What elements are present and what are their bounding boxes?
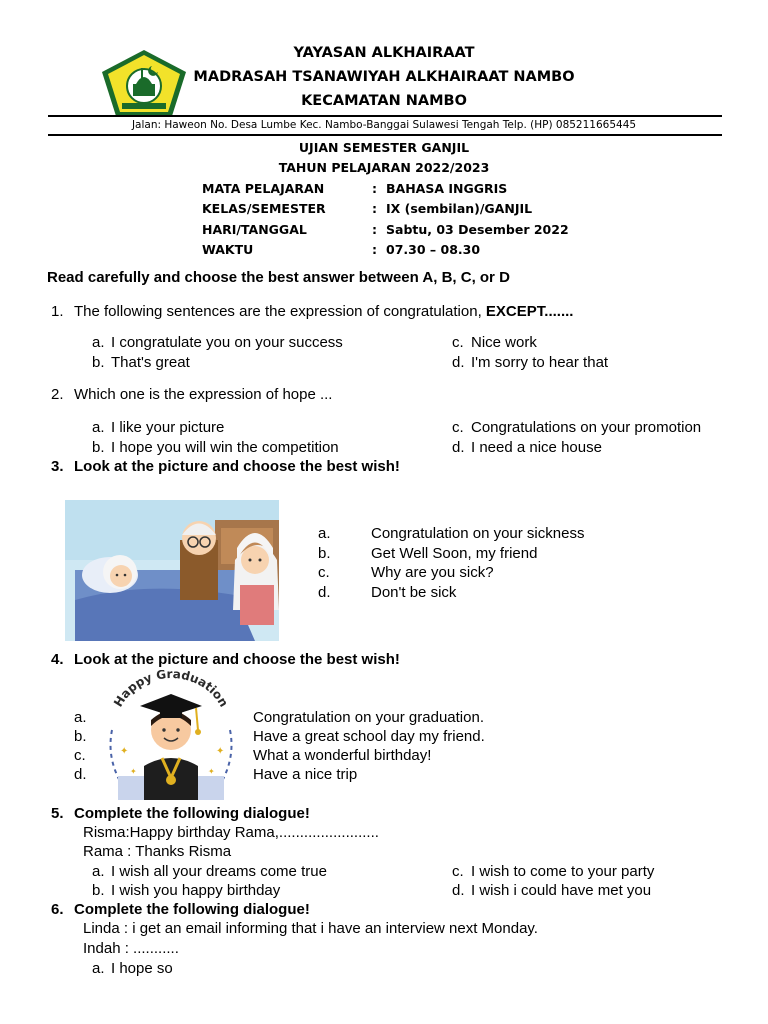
q2-question: Which one is the expression of hope ... [74,386,333,403]
q1-option-a[interactable]: I congratulate you on your success [111,334,343,351]
district-name: KECAMATAN NAMBO [301,93,467,109]
q4-question: Look at the picture and choose the best wish! [74,651,400,668]
info-label: HARI/TANGGAL [202,222,307,237]
svg-text:✦: ✦ [130,767,137,776]
info-sep: : [372,222,377,237]
q1-option-a-letter[interactable]: a. [92,334,105,351]
q6-number: 6. [51,901,64,918]
q1-option-b-letter[interactable]: b. [92,354,105,371]
school-address: Jalan: Haweon No. Desa Lumbe Kec. Nambo-Banggai Sulawesi Tengah Telp. (HP) 085211665445 [131,119,637,131]
q4-option-c-letter[interactable]: c. [74,747,86,764]
q3-option-b[interactable]: Get Well Soon, my friend [371,545,538,562]
q1-text: The following sentences are the expression of congratulation, [74,303,486,320]
q1-question [74,303,573,320]
q4-option-d-letter[interactable]: d. [74,766,87,783]
q6-dialogue-line1: Linda : i get an email informing that i have an interview next Monday. [83,920,538,937]
q5-number: 5. [51,805,64,822]
info-sep: : [372,242,377,257]
q6-option-a[interactable]: I hope so [111,960,173,977]
q1-option-c[interactable]: Nice work [471,334,537,351]
q3-question: Look at the picture and choose the best wish! [74,458,400,475]
q3-number: 3. [51,458,64,475]
q3-option-a-letter[interactable]: a. [318,525,331,542]
q2-option-d[interactable]: I need a nice house [471,439,602,456]
svg-text:✦: ✦ [216,746,225,757]
q1-emphasis: EXCEPT....... [485,303,574,320]
q3-option-c-letter[interactable]: c. [318,564,330,581]
school-name: MADRASAH TSANAWIYAH ALKHAIRAAT NAMBO [193,69,575,85]
info-label: KELAS/SEMESTER [202,201,326,216]
exam-title: UJIAN SEMESTER GANJIL [298,140,470,155]
graduation-illustration [100,670,242,800]
q2-option-b-letter[interactable]: b. [92,439,105,456]
q5-option-d[interactable]: I wish i could have met you [471,882,652,899]
q3-option-b-letter[interactable]: b. [318,545,331,562]
info-sep: : [372,181,377,196]
q5-option-a-letter[interactable]: a. [92,863,105,880]
q5-option-a[interactable]: I wish all your dreams come true [111,863,327,880]
header-divider-top [48,115,722,117]
info-value: 07.30 – 08.30 [386,242,481,257]
exam-year: TAHUN PELAJARAN 2022/2023 [278,160,490,175]
info-label: WAKTU [202,242,254,257]
q4-option-a[interactable]: Congratulation on your graduation. [253,709,484,726]
q5-option-b[interactable]: I wish you happy birthday [111,882,281,899]
foundation-name: YAYASAN ALKHAIRAAT [293,45,475,61]
sick-friend-illustration [65,500,279,641]
q5-question: Complete the following dialogue! [74,805,310,822]
svg-text:✦: ✦ [120,746,129,757]
q3-option-d[interactable]: Don't be sick [371,584,457,601]
svg-text:✦: ✦ [208,767,215,776]
q2-option-d-letter[interactable]: d. [452,439,465,456]
q2-number: 2. [51,386,64,403]
instruction: Read carefully and choose the best answer between A, B, C, or D [47,269,510,286]
q2-option-c-letter[interactable]: c. [452,419,464,436]
q5-option-b-letter[interactable]: b. [92,882,105,899]
info-label: MATA PELAJARAN [202,181,325,196]
q2-option-b[interactable]: I hope you will win the competition [111,439,339,456]
q3-option-d-letter[interactable]: d. [318,584,331,601]
q5-dialogue-line1: Risma:Happy birthday Rama,........................ [83,824,379,841]
q5-option-c-letter[interactable]: c. [452,863,464,880]
q1-option-d[interactable]: I'm sorry to hear that [471,354,609,371]
info-value: IX (sembilan)/GANJIL [386,201,533,216]
q1-option-d-letter[interactable]: d. [452,354,465,371]
q1-number: 1. [51,303,64,320]
q1-option-b[interactable]: That's great [111,354,190,371]
info-value: BAHASA INGGRIS [386,181,508,196]
q3-option-a[interactable]: Congratulation on your sickness [371,525,585,542]
q4-option-d[interactable]: Have a nice trip [253,766,358,783]
q6-option-a-letter[interactable]: a. [92,960,105,977]
q5-dialogue-line2: Rama : Thanks Risma [83,843,232,860]
q1-option-c-letter[interactable]: c. [452,334,464,351]
q2-option-a-letter[interactable]: a. [92,419,105,436]
q4-option-c[interactable]: What a wonderful birthday! [253,747,432,764]
q3-option-c[interactable]: Why are you sick? [371,564,494,581]
info-value: Sabtu, 03 Desember 2022 [386,222,569,237]
graduation-caption: Happy Graduation [111,670,231,710]
q5-option-c[interactable]: I wish to come to your party [471,863,655,880]
q4-option-b-letter[interactable]: b. [74,728,87,745]
q2-option-a[interactable]: I like your picture [111,419,225,436]
q4-option-b[interactable]: Have a great school day my friend. [253,728,485,745]
q2-option-c[interactable]: Congratulations on your promotion [471,419,702,436]
info-sep: : [372,201,377,216]
header-divider-bottom [48,134,722,136]
q4-number: 4. [51,651,64,668]
q6-dialogue-line2: Indah : ........... [83,940,179,957]
q6-question: Complete the following dialogue! [74,901,310,918]
q5-option-d-letter[interactable]: d. [452,882,465,899]
q4-option-a-letter[interactable]: a. [74,709,87,726]
